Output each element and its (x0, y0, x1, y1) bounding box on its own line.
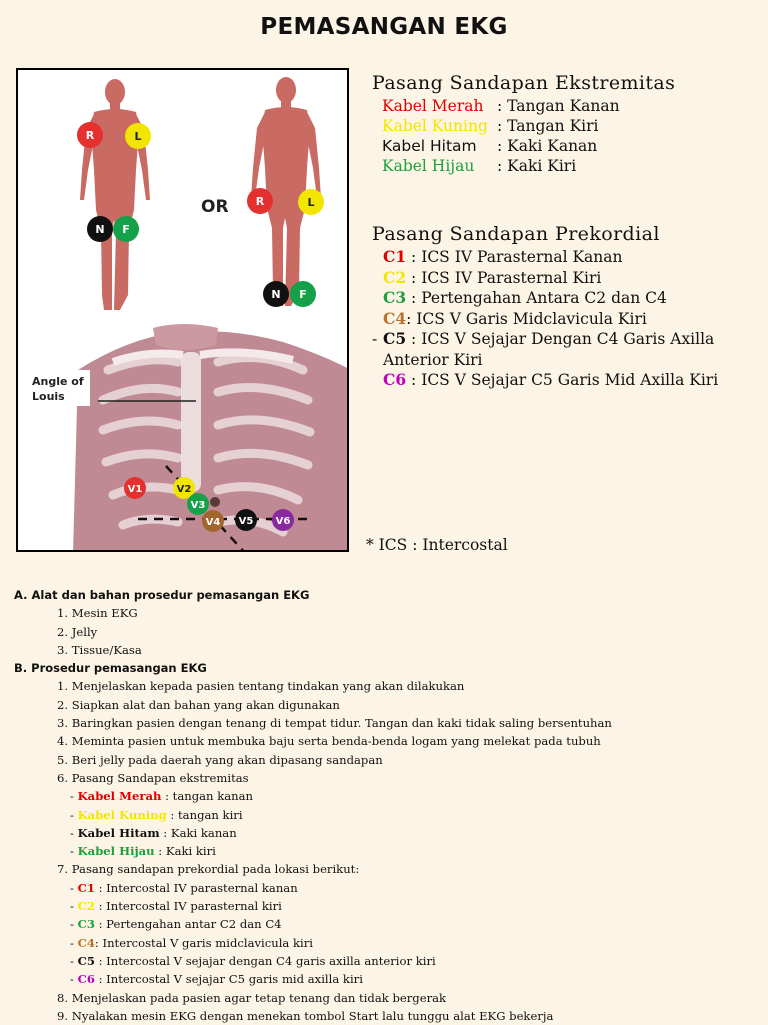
ekg-placement-figure (16, 68, 349, 552)
list-item: C3 : Pertengahan Antara C2 dan C4 (383, 288, 667, 307)
list-item: 2. Jelly (57, 624, 98, 639)
list-item: C6 : ICS V Sejajar C5 Garis Mid Axilla Kiri (383, 370, 719, 389)
electrode-f2-label: F (299, 288, 307, 301)
list-item: - Kabel Merah : tangan kanan (70, 789, 253, 804)
list-item: Kabel Kuning : Tangan Kiri (382, 117, 599, 135)
electrode-v1-label: V1 (127, 484, 143, 495)
page-title: PEMASANGAN EKG (260, 14, 508, 40)
prekordial-list (372, 247, 762, 391)
list-item: - Kabel Kuning : tangan kiri (70, 807, 243, 822)
list-item: 3. Baringkan pasien dengan tenang di tempat tidur. Tangan dan kaki tidak saling bersentuhan (57, 716, 612, 731)
footnote: * ICS : Intercostal (366, 536, 508, 554)
list-item: 6. Pasang Sandapan ekstremitas (57, 770, 249, 785)
electrode-n-label: N (95, 223, 105, 236)
list-item: 2. Siapkan alat dan bahan yang akan digunakan (57, 697, 340, 712)
electrode-n2-label: N (271, 288, 281, 301)
list-item: 3. Tissue/Kasa (57, 642, 142, 657)
list-item: 7. Pasang sandapan prekordial pada lokasi berikut: (57, 862, 360, 877)
chest-photo (18, 324, 349, 552)
list-item: 1. Menjelaskan kepada pasien tentang tindakan yang akan dilakukan (57, 679, 465, 694)
angle-of-louis-label: Angle of (32, 375, 84, 388)
section-a-heading: A. Alat dan bahan prosedur pemasangan EKG (14, 588, 310, 602)
electrode-l-label: L (134, 130, 142, 143)
list-item: Kabel Hijau : Kaki Kiri (382, 157, 577, 175)
electrode-l2-label: L (307, 196, 315, 209)
list-item: - C6 : Intercostal V sejajar C5 garis mid axilla kiri (70, 972, 363, 987)
ekstremitas-title: Pasang Sandapan Ekstremitas (372, 72, 676, 94)
procedure-document (14, 586, 759, 1025)
electrode-f-label: F (122, 223, 130, 236)
list-item: - C3 : Pertengahan antar C2 dan C4 (70, 917, 282, 932)
list-item: - C5 : ICS V Sejajar Dengan C4 Garis Axilla Anterior Kiri (372, 329, 715, 369)
legend-panel (372, 70, 762, 391)
list-item: C2 : ICS IV Parasternal Kiri (383, 267, 602, 287)
electrode-r2-label: R (255, 195, 265, 208)
list-item: 4. Meminta pasien untuk membuka baju serta benda-benda logam yang melekat pada tubuh (57, 734, 601, 749)
electrode-v6-label: V6 (275, 516, 291, 527)
list-item: - C5 : Intercostal V sejajar dengan C4 garis axilla anterior kiri (70, 953, 436, 968)
electrode-v5-label: V5 (238, 516, 254, 527)
list-item: C1 : ICS IV Parasternal Kanan (383, 247, 623, 266)
list-item: - C2 : Intercostal IV parasternal kiri (70, 899, 282, 914)
electrode-v3-label: V3 (190, 500, 206, 511)
list-item: 8. Menjelaskan pada pasien agar tetap tenang dan tidak bergerak (57, 990, 447, 1005)
electrode-v2-label: V2 (176, 484, 192, 495)
list-item: 1. Mesin EKG (57, 606, 138, 621)
list-item: Kabel Hitam : Kaki Kanan (382, 137, 598, 155)
list-item: 9. Nyalakan mesin EKG dengan menekan tombol Start lalu tunggu alat EKG bekerja (57, 1008, 554, 1023)
list-item: 5. Beri jelly pada daerah yang akan dipasang sandapan (57, 752, 383, 767)
prekordial-title: Pasang Sandapan Prekordial (372, 223, 660, 245)
list-item: C4: ICS V Garis Midclavicula Kiri (383, 308, 647, 328)
list-item: Kabel Merah : Tangan Kanan (382, 97, 620, 115)
electrode-v4-label: V4 (205, 517, 221, 528)
electrode-r-label: R (85, 129, 95, 142)
ekstremitas-list (382, 96, 762, 176)
angle-of-louis-label-2: Louis (32, 390, 65, 403)
list-item: - Kabel Hitam : Kaki kanan (70, 825, 237, 840)
or-label: OR (201, 197, 229, 217)
list-item: - Kabel Hijau : Kaki kiri (70, 844, 216, 859)
section-b-heading: B. Prosedur pemasangan EKG (14, 661, 207, 676)
list-item: - C1 : Intercostal IV parasternal kanan (70, 880, 298, 895)
list-item: - C4: Intercostal V garis midclavicula kiri (70, 935, 314, 950)
